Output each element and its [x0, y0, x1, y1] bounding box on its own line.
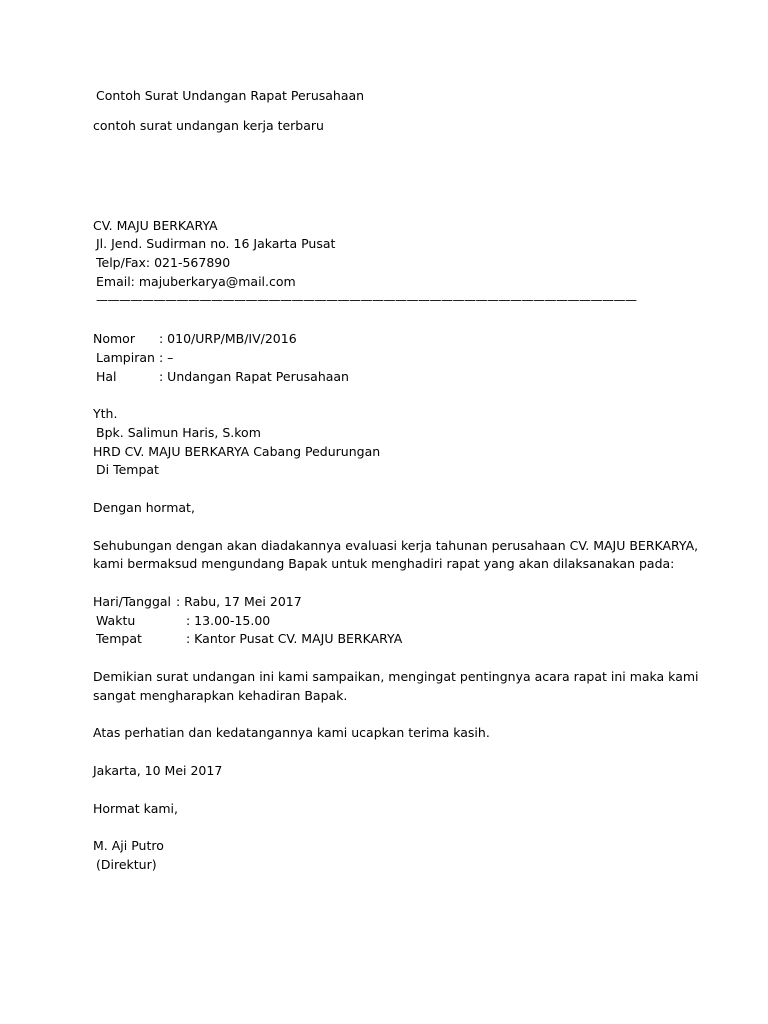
- document-subheading: contoh surat undangan kerja terbaru: [93, 118, 324, 133]
- letterhead-phone: Telp/Fax: 021-567890: [96, 255, 231, 270]
- closing-line-1: Demikian surat undangan ini kami sampaikan, mengingat pentingnya acara rapat ini maka kami: [93, 669, 699, 684]
- recipient-salutation: Yth.: [93, 406, 118, 421]
- schedule-date-value: : Rabu, 17 Mei 2017: [176, 594, 302, 609]
- date-place: Jakarta, 10 Mei 2017: [93, 763, 223, 778]
- recipient-place: Di Tempat: [96, 462, 159, 477]
- signer-name: M. Aji Putro: [93, 838, 164, 853]
- meta-nomor-value: : 010/URP/MB/IV/2016: [159, 331, 297, 346]
- thanks-line: Atas perhatian dan kedatangannya kami ucapkan terima kasih.: [93, 725, 490, 740]
- sign-off: Hormat kami,: [93, 801, 178, 816]
- meta-hal-label: Hal: [96, 369, 117, 384]
- letterhead-address: Jl. Jend. Sudirman no. 16 Jakarta Pusat: [96, 236, 336, 251]
- meta-hal-value: : Undangan Rapat Perusahaan: [159, 369, 349, 384]
- recipient-name: Bpk. Salimun Haris, S.kom: [96, 425, 261, 440]
- intro-line-1: Sehubungan dengan akan diadakannya evaluasi kerja tahunan perusahaan CV. MAJU BERKARYA,: [93, 538, 699, 553]
- meta-lampiran-label: Lampiran: [96, 350, 155, 365]
- schedule-time-value: : 13.00-15.00: [186, 613, 271, 628]
- recipient-position: HRD CV. MAJU BERKARYA Cabang Pedurungan: [93, 444, 381, 459]
- document-heading: Contoh Surat Undangan Rapat Perusahaan: [96, 88, 365, 103]
- schedule-time-label: Waktu: [96, 613, 136, 628]
- signer-title: (Direktur): [96, 857, 157, 872]
- schedule-place-value: : Kantor Pusat CV. MAJU BERKARYA: [186, 631, 403, 646]
- schedule-place-label: Tempat: [96, 631, 142, 646]
- letterhead-email: Email: majuberkarya@mail.com: [96, 274, 296, 289]
- greeting: Dengan hormat,: [93, 500, 195, 515]
- letterhead-company: CV. MAJU BERKARYA: [93, 218, 218, 233]
- intro-line-2: kami bermaksud mengundang Bapak untuk menghadiri rapat yang akan dilaksanakan pada:: [93, 556, 675, 571]
- letterhead-rule: ———————————————————————————————————————————————: [96, 293, 637, 307]
- closing-line-2: sangat mengharapkan kehadiran Bapak.: [93, 688, 348, 703]
- schedule-date-label: Hari/Tanggal: [93, 594, 172, 609]
- meta-nomor-label: Nomor: [93, 331, 135, 346]
- meta-lampiran-value: : –: [159, 350, 174, 365]
